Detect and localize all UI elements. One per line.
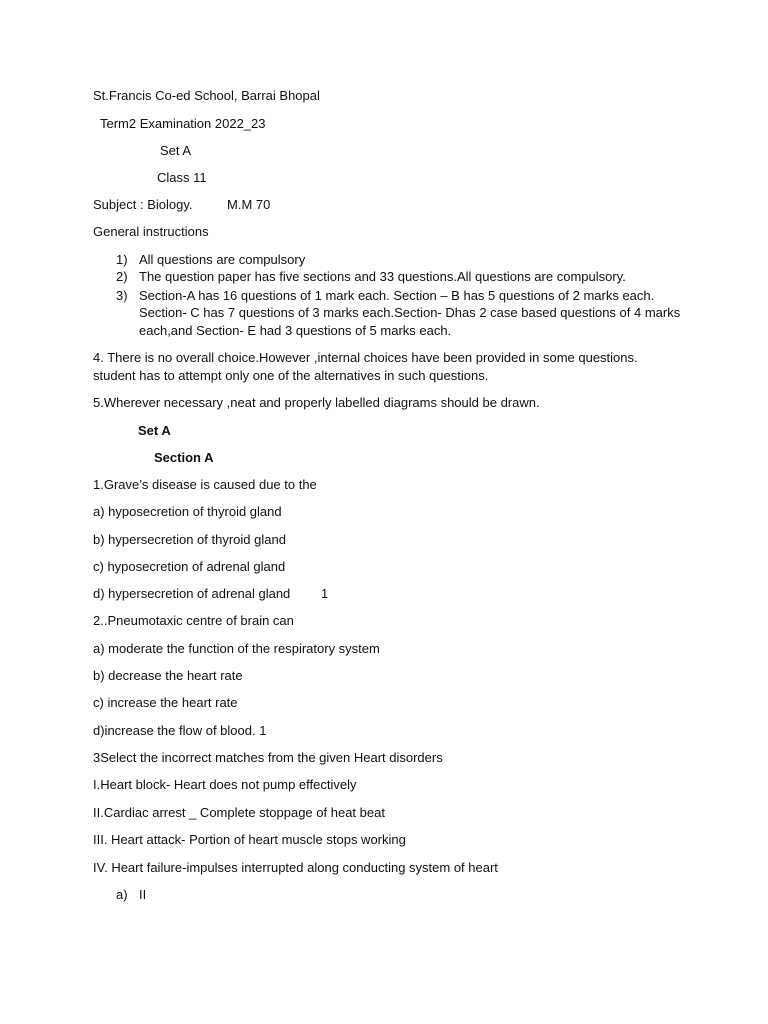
q3-statement-2: II.Cardiac arrest _ Complete stoppage of heat beat [93,805,385,820]
q3-option-a-number: a) [116,887,128,902]
instruction-text: All questions are compulsory [139,252,306,267]
instruction-text: Section-A has 16 questions of 1 mark each. Section – B has 5 questions of 2 marks each. [139,288,655,303]
instruction-4-line: 4. There is no overall choice.However ,internal choices have been provided in some questions. [93,350,638,365]
q3-option-a: II [139,887,147,902]
q2-option-a: a) moderate the function of the respiratory system [93,641,380,656]
max-marks: M.M 70 [227,197,271,212]
instruction-number: 2) [116,269,128,284]
q1-option-b: b) hypersecretion of thyroid gland [93,532,286,547]
set-label: Set A [160,143,192,158]
section-heading: Section A [154,450,214,465]
q1-marks: 1 [321,586,329,601]
instruction-text: each,and Section- E had 3 questions of 5 marks each. [139,323,452,338]
class-label: Class 11 [157,170,207,185]
instruction-text: Section- C has 7 questions of 3 marks each.Section- Dhas 2 case based questions of 4 marks [139,305,681,320]
q2-option-c: c) increase the heart rate [93,695,238,710]
exam-title: Term2 Examination 2022_23 [100,116,266,131]
q3-statement-1: I.Heart block- Heart does not pump effectively [93,777,357,792]
q1-option-c: c) hyposecretion of adrenal gland [93,559,286,574]
q3-statement-3: III. Heart attack- Portion of heart muscle stops working [93,832,406,847]
q3-statement-4: IV. Heart failure-impulses interrupted along conducting system of heart [93,860,498,875]
question-2: 2..Pneumotaxic centre of brain can [93,613,294,628]
question-3: 3Select the incorrect matches from the given Heart disorders [93,750,443,765]
instruction-5: 5.Wherever necessary ,neat and properly labelled diagrams should be drawn. [93,395,540,410]
instruction-number: 3) [116,288,128,303]
set-heading: Set A [138,423,171,438]
school-name: St.Francis Co-ed School, Barrai Bhopal [93,88,320,103]
question-1: 1.Grave’s disease is caused due to the [93,477,317,492]
subject-label: Subject : Biology. [93,197,193,212]
q2-option-d: d)increase the flow of blood. 1 [93,723,267,738]
q2-option-b: b) decrease the heart rate [93,668,243,683]
instruction-number: 1) [116,252,128,267]
instruction-text: The question paper has five sections and 33 questions.All questions are compulsory. [139,269,626,284]
q1-option-d: d) hypersecretion of adrenal gland [93,586,291,601]
q1-option-a: a) hyposecretion of thyroid gland [93,504,282,519]
instructions-heading: General instructions [93,224,209,239]
instruction-4-line: student has to attempt only one of the alternatives in such questions. [93,368,489,383]
